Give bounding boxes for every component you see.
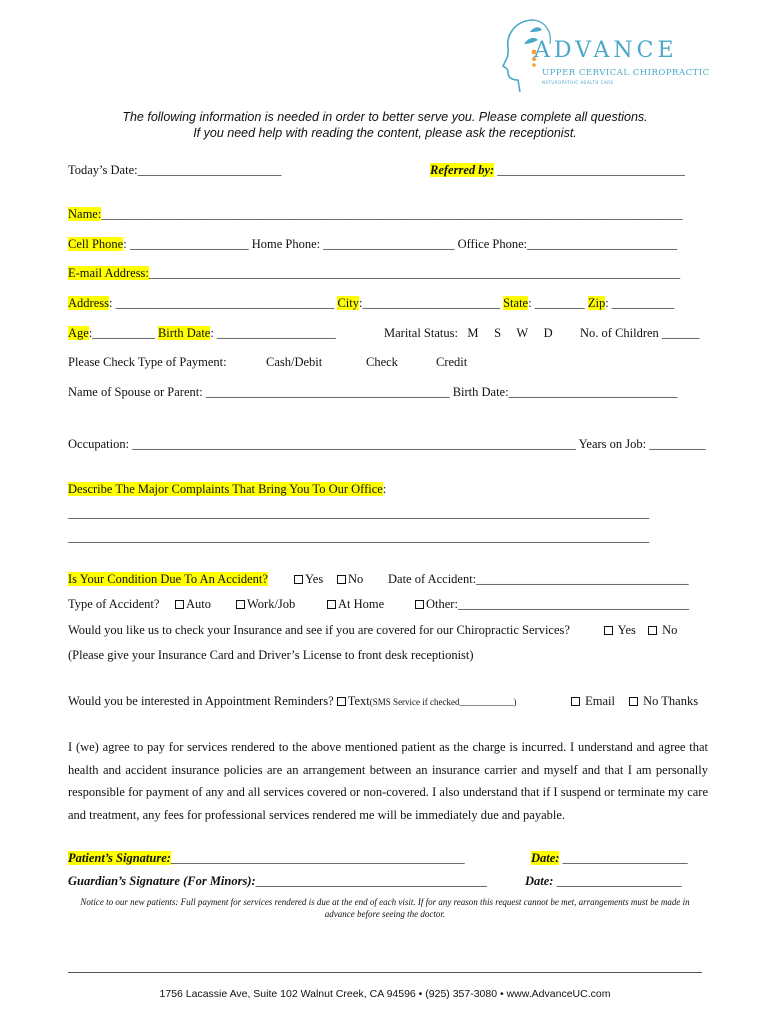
accident-question: Is Your Condition Due To An Accident? [68,572,268,586]
cell-phone-label: Cell Phone [68,237,124,251]
accident-type-home[interactable] [327,597,384,612]
zip-blank: : __________ [605,296,675,310]
patient-date-field[interactable] [531,851,688,866]
patient-signature-field[interactable] [68,851,465,866]
reminder-text-option[interactable] [337,694,370,708]
insurance-no-label: No [662,623,678,637]
email-option-label: Email [585,694,615,708]
checkbox-icon[interactable] [294,575,303,584]
age-birth-row[interactable] [68,326,336,341]
number-of-children-field[interactable]: No. of Children ______ [580,326,700,340]
accident-type-other[interactable] [415,597,689,612]
intro-line-1: The following information is needed in order to better serve you. Please complete all questions. [122,110,648,124]
complaints-line-1[interactable]: _____________________________________________________________________________________________ [68,506,650,520]
intro-line-2: If you need help with reading the content, please ask the receptionist. [193,126,577,140]
name-label: Name: [68,207,102,221]
accident-date-field[interactable]: Date of Accident:__________________________________ [388,572,689,586]
reminder-no-thanks-option[interactable] [629,694,698,709]
text-label: Text [347,694,370,708]
patient-signature-label: Patient’s Signature: [68,851,171,865]
payment-label: Please Check Type of Payment: [68,355,227,369]
checkbox-icon[interactable] [175,600,184,609]
payment-option-cash[interactable]: Cash/Debit [266,355,323,369]
accident-type-label: Type of Accident? [68,597,160,611]
insurance-yes-label: Yes [617,623,636,637]
accident-no-option[interactable] [337,572,363,587]
address-label: Address [68,296,109,310]
referred-by-label: Referred by: [430,163,495,177]
checkbox-icon[interactable] [571,697,580,706]
payment-notice: Notice to our new patients: Full payment for services rendered is due at the end of each visit. If for any reason this request cannot be met, arrangements must be made in advance before seeing the doctor. [80,897,690,919]
logo [494,14,714,94]
state-label: State [503,296,529,310]
address-blank: : ___________________________________ [108,296,338,310]
complaints-colon: : [382,482,387,496]
complaints-prompt [68,482,386,497]
accident-yes-option[interactable] [294,572,323,587]
birth-date-blank: : ___________________ [210,326,336,340]
age-blank: :__________ [88,326,158,340]
checkbox-icon[interactable] [337,575,346,584]
insurance-note: (Please give your Insurance Card and Driver’s License to front desk receptionist) [68,648,474,662]
zip-label: Zip [587,296,606,310]
state-blank: : ________ [528,296,588,310]
sms-note[interactable]: (SMS Service if checked____________) [369,697,517,707]
email-blank: _____________________________________________________________________________________ [148,266,681,280]
insurance-no-option[interactable] [648,623,677,638]
accident-yes-label: Yes [305,572,324,586]
checkbox-icon[interactable] [629,697,638,706]
phone-row-rest: : ___________________ Home Phone: _____________________ Office Phone:________________________ [123,237,678,251]
guardian-date-field[interactable] [525,874,682,889]
payment-option-credit[interactable]: Credit [436,355,468,369]
checkbox-icon[interactable] [648,626,657,635]
checkbox-icon[interactable] [415,600,424,609]
checkbox-icon[interactable] [337,697,346,706]
payment-agreement: I (we) agree to pay for services rendered to the above mentioned patient as the charge is incurred. I understand and agree that health and accident insurance policies are an arrangement between an insurance carrier and myself and that I am personally responsible for payment of any and all services covered or non-covered. I also understand that if I suspend or terminate my care and treatment, any fees for professional services rendered me will be immediately due and payable. [68,740,708,822]
name-field[interactable] [68,207,683,222]
checkbox-icon[interactable] [604,626,613,635]
email-field[interactable] [68,266,680,281]
occupation-field[interactable]: Occupation: _______________________________________________________________________ Years on Job: _________ [68,437,706,451]
footer-address: 1756 Lacassie Ave, Suite 102 Walnut Creek, CA 94596 • (925) 357-3080 • www.AdvanceUC.com [159,988,611,1000]
email-label: E-mail Address: [68,266,149,280]
footer-divider [68,972,702,973]
accident-no-label: No [348,572,364,586]
patient-signature-blank: _______________________________________________ [170,851,465,865]
referred-by-field[interactable] [430,163,685,178]
logo-subtag: NATUROPATHIC HEALTH CARE [542,80,614,85]
reminder-row [68,694,517,709]
complaints-label: Describe The Major Complaints That Bring You To Our Office [68,482,383,496]
auto-label: Auto [186,597,211,611]
home-label: At Home [338,597,385,611]
referred-by-blank: ______________________________ [494,163,685,177]
address-row[interactable] [68,296,674,311]
guardian-signature-blank: _____________________________________ [255,874,487,888]
work-label: Work/Job [247,597,296,611]
accident-type-auto[interactable] [175,597,211,612]
accident-type-work[interactable] [236,597,295,612]
no-thanks-label: No Thanks [643,694,699,708]
city-label: City [337,296,359,310]
guardian-signature-label: Guardian’s Signature (For Minors): [68,874,256,888]
accident-label [68,572,268,587]
birth-date-label: Birth Date [157,326,211,340]
insurance-yes-option[interactable] [604,623,636,638]
guardian-date-label: Date: [525,874,554,888]
insurance-question: Would you like us to check your Insurance and see if you are covered for our Chiropractic Services? [68,623,570,637]
complaints-line-2[interactable]: _____________________________________________________________________________________________ [68,530,650,544]
patient-date-label: Date: [531,851,560,865]
age-label: Age [68,326,89,340]
logo-tagline: UPPER CERVICAL CHIROPRACTIC [542,68,710,78]
todays-date-field[interactable]: Today’s Date:_______________________ [68,163,282,177]
city-blank: :______________________ [359,296,504,310]
logo-name: ADVANCE [534,38,678,63]
marital-status[interactable]: Marital Status: M S W D [384,326,553,340]
checkbox-icon[interactable] [327,600,336,609]
phone-row[interactable] [68,237,677,252]
guardian-date-blank: ____________________ [553,874,682,888]
name-blank: _____________________________________________________________________________________________ [101,207,683,221]
checkbox-icon[interactable] [236,600,245,609]
patient-date-blank: ____________________ [559,851,688,865]
reminder-email-option[interactable] [571,694,615,709]
payment-option-check[interactable]: Check [366,355,398,369]
reminder-question: Would you be interested in Appointment Reminders? [68,694,334,708]
guardian-signature-field[interactable] [68,874,487,889]
spouse-parent-field[interactable]: Name of Spouse or Parent: _______________________________________ Birth Date:___________________________ [68,385,678,399]
other-label: Other:_____________________________________ [426,597,690,611]
